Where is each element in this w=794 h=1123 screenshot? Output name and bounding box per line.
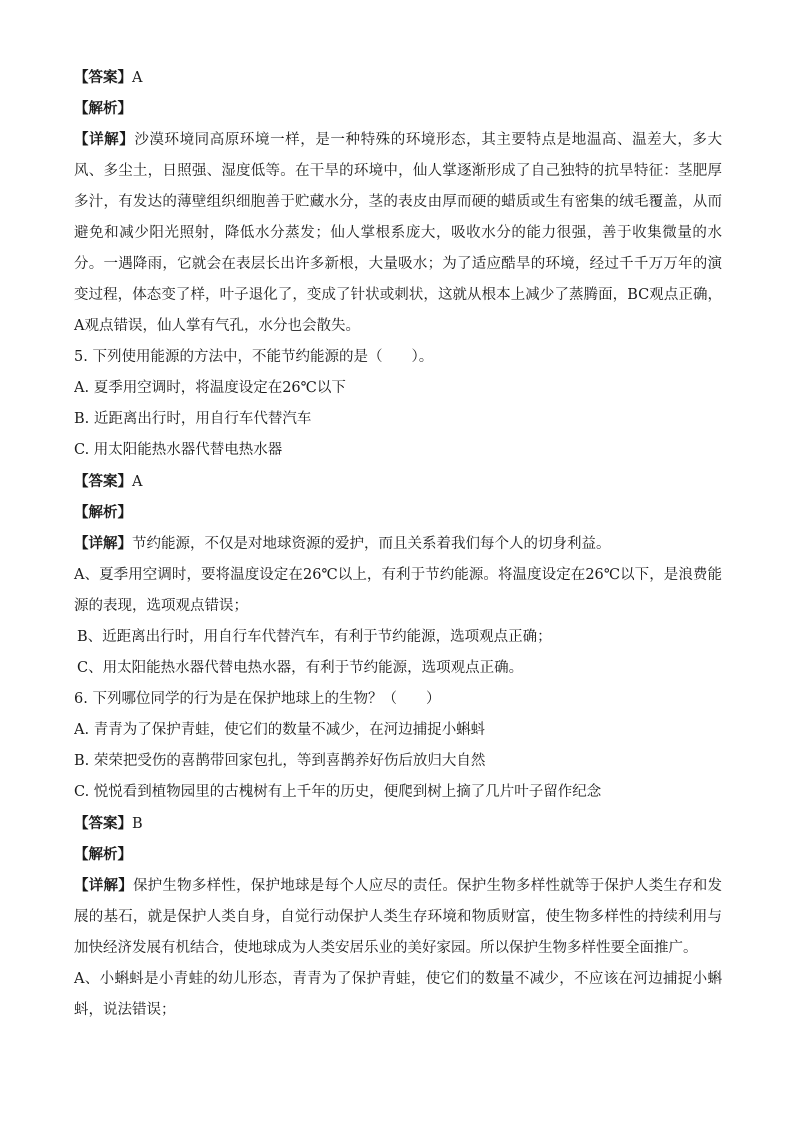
analysis-heading [74,839,722,870]
explanation-text: 保护生物多样性，保护地球是每个人应尽的责任。保护生物多样性就等于保护人类生存和发展的基石，就是保护人类自身，自觉行动保护人类生存环境和物质财富，使生物多样性的持续利用与加快经济发展有机结合，使地球成为人类安居乐业的美好家园。所以保护生物多样性要全面推广。 [74,878,723,956]
question-6-option-c: C. 悦悦看到植物园里的古槐树有上千年的历史，便爬到树上摘了几片叶子留作纪念 [74,784,602,800]
answer-value: A [132,474,143,490]
answer-line [74,808,722,839]
explanation-tag: 【详解】 [74,877,133,894]
explanation-option-a: A、夏季用空调时，要将温度设定在26℃以上，有利于节约能源。将温度设定在26℃以下，是浪费能源的表现，选项观点错误； [74,567,722,614]
question-6-option-b: B. 荣荣把受伤的喜鹊带回家包扎，等到喜鹊养好伤后放归大自然 [74,753,486,769]
explanation-text: 沙漠环境同高原环境一样，是一种特殊的环境形态，其主要特点是地温高、温差大，多大风、多尘土，日照强、湿度低等。在干旱的环境中，仙人掌逐渐形成了自己独特的抗旱特征：茎肥厚多汁，有发达的薄壁组织细胞善于贮藏水分，茎的表皮由厚而硬的蜡质或生有密集的绒毛覆盖，从而避免和减少阳光照射，降低水分蒸发；仙人掌根系庞大，吸收水分的能力很强，善于收集微量的水分。一遇降雨，它就会在表层长出许多新根，大量吸水；为了适应酷旱的环境，经过千千万万年的演变过程，体态变了样，叶子退化了，变成了针状或刺状，这就从根本上减少了蒸腾面，BC观点正确，A观点错误，仙人掌有气孔，水分也会散失。 [74,132,723,334]
answer-line [74,62,722,93]
answer-tag: 【答案】 [74,69,132,86]
answer-value: B [132,816,143,832]
analysis-tag: 【解析】 [74,846,132,863]
answer-tag: 【答案】 [74,815,132,832]
explanation-option-b: B、近距离出行时，用自行车代替汽车，有利于节约能源，选项观点正确； [77,629,552,645]
question-6-stem: 6. 下列哪位同学的行为是在保护地球上的生物？（ ） [74,691,441,707]
analysis-heading [74,93,722,124]
explanation-option-a: A、小蝌蚪是小青蛙的幼儿形态，青青为了保护青蛙，使它们的数量不减少，不应该在河边捕捉小蝌蚪，说法错误； [74,971,722,1018]
explanation-tag: 【详解】 [74,535,132,552]
explanation-tag: 【详解】 [74,131,135,148]
question-6-option-a: A. 青青为了保护青蛙，使它们的数量不减少，在河边捕捉小蝌蚪 [74,722,486,738]
analysis-tag: 【解析】 [74,100,132,117]
explanation-paragraph [74,124,722,342]
explanation-paragraph [74,528,722,560]
answer-value: A [132,70,143,86]
explanation-option-c: C、用太阳能热水器代替电热水器，有利于节约能源，选项观点正确。 [77,660,524,676]
analysis-heading [74,497,722,528]
document-content [74,62,722,1026]
question-5-option-c: C. 用太阳能热水器代替电热水器 [74,442,283,458]
analysis-tag: 【解析】 [74,504,132,521]
explanation-paragraph [74,870,722,964]
question-5-option-a: A. 夏季用空调时，将温度设定在26℃以下 [74,380,346,396]
answer-line [74,466,722,497]
explanation-text: 节约能源，不仅是对地球资源的爱护，而且关系着我们每个人的切身利益。 [132,536,611,552]
question-5-option-b: B. 近距离出行时，用自行车代替汽车 [74,411,312,427]
question-5-stem: 5. 下列使用能源的方法中，不能节约能源的是（ ）。 [74,349,434,365]
answer-tag: 【答案】 [74,473,132,490]
